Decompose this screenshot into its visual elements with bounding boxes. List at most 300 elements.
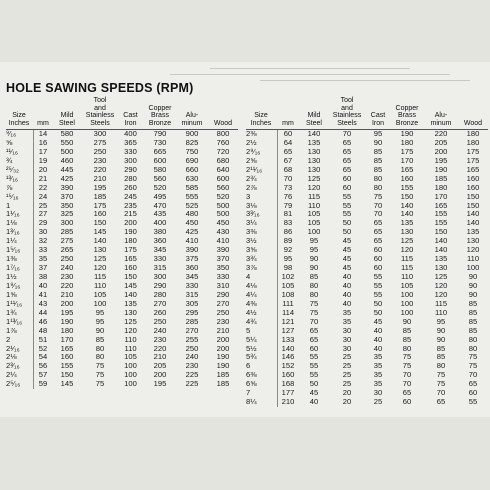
cell-copper-brass-bronze: 90 — [402, 316, 412, 326]
cell-tool-stainless: 40 — [342, 280, 352, 290]
cell-mild-steel: 500 — [60, 146, 74, 156]
cell-tool-stainless: 115 — [93, 272, 107, 281]
cell-tool-stainless: 25 — [342, 352, 352, 362]
header-mild-steel: Mild Steel — [59, 112, 75, 127]
cell-size-inches: 2 — [6, 334, 11, 344]
cell-wood: 75 — [468, 352, 478, 362]
cell-wood: 175 — [466, 155, 480, 165]
header-wood: Wood — [213, 119, 233, 127]
cell-mm: 33 — [38, 245, 48, 255]
cell-size-inches: 5 — [246, 325, 251, 335]
cell-mild-steel: 250 — [60, 254, 74, 264]
cell-aluminum: 825 — [185, 137, 199, 147]
cell-tool-stainless: 45 — [342, 263, 352, 273]
cell-cast-iron: 30 — [373, 388, 383, 398]
cell-mm: 29 — [38, 218, 48, 228]
cell-wood: 85 — [468, 307, 478, 317]
cell-copper-brass-bronze: 190 — [400, 129, 414, 138]
cell-tool-stainless: 175 — [93, 200, 107, 210]
cell-copper-brass-bronze: 330 — [153, 254, 167, 264]
cell-tool-stainless: 80 — [95, 343, 105, 353]
cell-tool-stainless: 210 — [93, 173, 107, 183]
cell-wood: 85 — [468, 325, 478, 335]
cell-tool-stainless: 55 — [342, 191, 352, 201]
cell-wood: 370 — [216, 254, 230, 264]
cell-tool-stainless: 195 — [93, 182, 107, 192]
cell-aluminum: 75 — [436, 379, 446, 389]
cell-cast-iron: 105 — [124, 352, 137, 362]
cell-wood: 140 — [466, 218, 480, 228]
cell-mild-steel: 65 — [309, 334, 319, 344]
cell-cast-iron: 90 — [373, 137, 383, 147]
cell-tool-stainless: 90 — [95, 325, 105, 335]
cell-copper-brass-bronze: 165 — [400, 164, 414, 174]
cell-mm: 65 — [283, 146, 293, 156]
cell-wood: 90 — [468, 280, 478, 290]
cell-copper-brass-bronze: 230 — [153, 334, 167, 344]
cell-tool-stainless: 40 — [342, 289, 352, 299]
cell-mild-steel: 155 — [60, 361, 74, 371]
column-divider — [277, 130, 278, 407]
cell-aluminum: 125 — [434, 272, 448, 281]
cell-aluminum: 315 — [185, 289, 199, 299]
cell-size-inches: 3¾ — [246, 254, 257, 264]
cell-tool-stainless: 20 — [342, 397, 352, 407]
cell-copper-brass-bronze: 665 — [153, 146, 167, 156]
table-row — [246, 166, 488, 175]
cell-mild-steel: 80 — [309, 280, 319, 290]
cell-cast-iron: 280 — [124, 173, 137, 183]
cell-cast-iron: 200 — [124, 218, 137, 228]
cell-copper-brass-bronze: 170 — [400, 155, 414, 165]
cell-mm: 48 — [38, 325, 48, 335]
cell-tool-stainless: 120 — [93, 263, 107, 273]
table-row — [246, 246, 488, 255]
header-mm: mm — [37, 119, 49, 127]
speed-table-left — [6, 94, 238, 389]
cell-cast-iron: 365 — [124, 137, 137, 147]
cell-mm: 152 — [281, 361, 295, 371]
cell-mild-steel: 75 — [309, 307, 319, 317]
cell-aluminum: 205 — [434, 137, 448, 147]
cell-mm: 70 — [283, 173, 293, 183]
cell-cast-iron: 330 — [124, 146, 137, 156]
cell-mm: 59 — [38, 379, 48, 389]
cell-wood: 500 — [216, 209, 230, 219]
cell-mild-steel: 95 — [309, 245, 319, 255]
cell-mild-steel: 105 — [307, 218, 321, 228]
cell-tool-stainless: 85 — [95, 334, 105, 344]
cell-cast-iron: 40 — [373, 325, 383, 335]
cell-mm: 102 — [281, 272, 295, 281]
table-row — [246, 184, 488, 193]
table-body-right — [246, 130, 488, 407]
cell-tool-stainless: 105 — [93, 289, 107, 299]
table-row — [246, 175, 488, 184]
cell-tool-stainless: 25 — [342, 379, 352, 389]
cell-wood: 160 — [466, 182, 480, 192]
cell-mm: 177 — [281, 388, 295, 398]
cell-cast-iron: 260 — [124, 182, 137, 192]
cell-aluminum: 690 — [185, 155, 199, 165]
cell-mild-steel: 240 — [60, 263, 74, 273]
cell-tool-stainless: 75 — [95, 379, 105, 389]
cell-wood: 80 — [468, 334, 478, 344]
cell-size-inches: 4¾ — [246, 316, 257, 326]
cell-wood: 430 — [216, 227, 230, 237]
cell-copper-brass-bronze: 205 — [153, 361, 167, 371]
cell-mild-steel: 285 — [60, 227, 74, 237]
cell-size-inches: 8¼ — [246, 397, 257, 407]
cell-wood: 85 — [468, 316, 478, 326]
cell-aluminum: 375 — [185, 254, 199, 264]
cell-cast-iron: 245 — [124, 191, 137, 201]
cell-mild-steel: 130 — [307, 146, 321, 156]
cell-tool-stainless: 65 — [342, 137, 352, 147]
cell-copper-brass-bronze: 380 — [153, 227, 167, 237]
cell-wood: 120 — [466, 245, 480, 255]
cell-cast-iron: 50 — [373, 307, 383, 317]
cell-wood: 600 — [216, 173, 230, 183]
cell-cast-iron: 60 — [373, 263, 383, 273]
cell-wood: 140 — [466, 209, 480, 219]
cell-copper-brass-bronze: 730 — [153, 137, 167, 147]
cell-mm: 98 — [283, 263, 293, 273]
cell-wood: 310 — [216, 280, 230, 290]
cell-cast-iron: 70 — [373, 209, 383, 219]
cell-size-inches: 6 — [246, 361, 251, 371]
cell-size-inches: 2⅞ — [246, 182, 257, 192]
cell-mm: 76 — [283, 191, 293, 201]
cell-cast-iron: 60 — [373, 254, 383, 264]
cell-mild-steel: 220 — [60, 280, 74, 290]
cell-mm: 51 — [38, 334, 48, 344]
cell-size-inches: 4¼ — [246, 289, 257, 299]
cell-mild-steel: 460 — [60, 155, 74, 165]
cell-size-inches: ²⁵⁄₃₂ — [6, 164, 19, 174]
cell-size-inches: 1⅜ — [6, 254, 17, 264]
cell-mild-steel: 130 — [307, 155, 321, 165]
cell-mm: 22 — [38, 182, 48, 192]
cell-aluminum: 140 — [434, 245, 448, 255]
cell-wood: 720 — [216, 146, 230, 156]
cell-mild-steel: 80 — [309, 289, 319, 299]
cell-cast-iron: 300 — [124, 155, 137, 165]
cell-mild-steel: 115 — [307, 191, 321, 201]
cell-tool-stainless: 160 — [93, 209, 107, 219]
cell-copper-brass-bronze: 160 — [400, 173, 414, 183]
cell-aluminum: 480 — [185, 209, 199, 219]
cell-aluminum: 115 — [434, 298, 448, 308]
cell-cast-iron: 400 — [124, 129, 137, 138]
cell-copper-brass-bronze: 360 — [153, 236, 167, 246]
cell-mm: 37 — [38, 263, 48, 273]
cell-size-inches: ¹³⁄₁₆ — [6, 173, 18, 183]
cell-cast-iron: 125 — [124, 316, 137, 326]
cell-mm: 89 — [283, 236, 293, 246]
header-aluminum: Alu- minum — [430, 112, 452, 127]
header-size-inches: Size Inches — [250, 112, 272, 127]
cell-copper-brass-bronze: 560 — [153, 173, 167, 183]
cell-aluminum: 230 — [185, 361, 199, 371]
cell-mm: 67 — [283, 155, 293, 165]
header-cast-iron: Cast Iron — [123, 112, 138, 127]
cell-copper-brass-bronze: 70 — [402, 379, 412, 389]
cell-wood: 185 — [216, 370, 230, 380]
cell-mild-steel: 45 — [309, 388, 319, 398]
cell-size-inches: 1⁷⁄₁₆ — [6, 263, 20, 273]
cell-aluminum: 555 — [185, 191, 199, 201]
cell-size-inches: 1 — [6, 200, 11, 210]
cell-aluminum: 255 — [185, 334, 199, 344]
cell-mild-steel: 85 — [309, 272, 319, 281]
cell-wood: 165 — [466, 164, 480, 174]
cell-mild-steel: 130 — [307, 164, 321, 174]
cell-mm: 81 — [283, 209, 293, 219]
cell-mm: 17 — [38, 146, 48, 156]
cell-tool-stainless: 45 — [342, 245, 352, 255]
table-row — [246, 237, 488, 246]
cell-mild-steel: 50 — [309, 379, 319, 389]
cell-cast-iron: 40 — [373, 343, 383, 353]
cell-mild-steel: 95 — [309, 236, 319, 246]
cell-copper-brass-bronze: 315 — [153, 263, 167, 273]
cell-size-inches: 1¹³⁄₁₆ — [6, 316, 23, 326]
cell-mild-steel: 125 — [307, 173, 321, 183]
cell-size-inches: 7 — [246, 388, 251, 398]
cell-wood: 55 — [468, 397, 478, 407]
cell-wood: 160 — [466, 173, 480, 183]
cell-mm: 56 — [38, 361, 48, 371]
cell-wood: 450 — [216, 218, 230, 228]
cell-wood: 270 — [216, 298, 230, 308]
cell-copper-brass-bronze: 495 — [153, 191, 167, 201]
cell-wood: 640 — [216, 164, 230, 174]
cell-aluminum: 140 — [434, 236, 448, 246]
cell-copper-brass-bronze: 220 — [153, 343, 167, 353]
cell-mild-steel: 140 — [307, 129, 321, 138]
cell-cast-iron: 80 — [373, 182, 383, 192]
cell-size-inches: 5¼ — [246, 334, 257, 344]
cell-cast-iron: 35 — [373, 379, 383, 389]
cell-size-inches: ⁹⁄₁₆ — [6, 129, 17, 138]
cell-copper-brass-bronze: 790 — [153, 129, 167, 138]
cell-aluminum: 200 — [434, 146, 448, 156]
cell-size-inches: 3⅞ — [246, 263, 257, 273]
cell-aluminum: 390 — [185, 245, 199, 255]
cell-aluminum: 900 — [185, 129, 199, 138]
cell-size-inches: ⅝ — [6, 137, 13, 147]
column-divider — [33, 130, 34, 389]
cell-mm: 210 — [281, 397, 295, 407]
cell-aluminum: 410 — [185, 236, 199, 246]
header-copper-brass-bronze: Copper Brass Bronze — [395, 104, 419, 127]
cell-tool-stainless: 275 — [93, 137, 107, 147]
cell-cast-iron: 110 — [124, 343, 137, 353]
cell-mm: 73 — [283, 182, 293, 192]
cell-mild-steel: 135 — [307, 137, 321, 147]
cell-mm: 41 — [38, 289, 48, 299]
cell-aluminum: 220 — [434, 129, 448, 138]
cell-cast-iron: 35 — [373, 361, 383, 371]
cell-copper-brass-bronze: 100 — [400, 307, 414, 317]
cell-tool-stainless: 250 — [93, 146, 107, 156]
cell-cast-iron: 65 — [373, 218, 383, 228]
cell-tool-stainless: 35 — [342, 316, 352, 326]
cell-cast-iron: 55 — [373, 272, 383, 281]
cell-mild-steel: 170 — [60, 334, 74, 344]
cell-mm: 16 — [38, 137, 48, 147]
cell-aluminum: 270 — [185, 325, 199, 335]
cell-mm: 105 — [281, 280, 295, 290]
cell-copper-brass-bronze: 115 — [400, 254, 414, 264]
cell-aluminum: 425 — [185, 227, 199, 237]
cell-mild-steel: 350 — [60, 200, 74, 210]
cell-wood: 150 — [466, 200, 480, 210]
cell-tool-stainless: 220 — [93, 164, 107, 174]
cell-copper-brass-bronze: 195 — [153, 379, 167, 389]
cell-mm: 38 — [38, 272, 48, 281]
cell-mild-steel: 145 — [60, 379, 74, 389]
cell-tool-stainless: 55 — [342, 200, 352, 210]
cell-size-inches: 2¹⁄₁₆ — [6, 343, 20, 353]
cell-cast-iron: 135 — [124, 298, 137, 308]
table-row — [246, 210, 488, 219]
cell-cast-iron: 50 — [373, 298, 383, 308]
cell-copper-brass-bronze: 250 — [153, 316, 167, 326]
cell-copper-brass-bronze: 140 — [400, 200, 414, 210]
cell-wood: 75 — [468, 361, 478, 371]
cell-tool-stainless: 300 — [93, 129, 107, 138]
cell-wood: 180 — [466, 137, 480, 147]
cell-mm: 95 — [283, 254, 293, 264]
cell-copper-brass-bronze: 400 — [153, 218, 167, 228]
cell-copper-brass-bronze: 130 — [400, 227, 414, 237]
cell-tool-stainless: 30 — [342, 334, 352, 344]
cell-mm: 30 — [38, 227, 48, 237]
cell-aluminum: 225 — [185, 370, 199, 380]
cell-tool-stainless: 25 — [342, 370, 352, 380]
cell-mild-steel: 55 — [309, 361, 319, 371]
cell-mild-steel: 100 — [307, 227, 321, 237]
cell-cast-iron: 95 — [373, 129, 383, 138]
cell-wood: 80 — [468, 343, 478, 353]
cell-mild-steel: 90 — [309, 254, 319, 264]
cell-mm: 92 — [283, 245, 293, 255]
cell-copper-brass-bronze: 85 — [402, 325, 412, 335]
cell-mild-steel: 65 — [309, 325, 319, 335]
cell-mild-steel: 390 — [60, 182, 74, 192]
cell-tool-stainless: 110 — [93, 280, 107, 290]
cell-aluminum: 95 — [436, 316, 446, 326]
cell-size-inches: 3 — [246, 191, 251, 201]
cell-size-inches: 1⅝ — [6, 289, 17, 299]
cell-cast-iron: 100 — [124, 361, 137, 371]
cell-mm: 21 — [38, 173, 48, 183]
table-header-right — [246, 94, 488, 130]
cell-wood: 760 — [216, 137, 230, 147]
cell-copper-brass-bronze: 600 — [153, 155, 167, 165]
cell-mm: 32 — [38, 236, 48, 246]
cell-size-inches: 1³⁄₁₆ — [6, 227, 20, 237]
cell-cast-iron: 100 — [124, 379, 137, 389]
cell-cast-iron: 35 — [373, 370, 383, 380]
cell-wood: 250 — [216, 307, 230, 317]
cell-mm: 44 — [38, 307, 48, 317]
cell-size-inches: ¾ — [6, 155, 13, 165]
cell-size-inches: 4½ — [246, 307, 257, 317]
cell-copper-brass-bronze: 110 — [400, 272, 414, 281]
cell-copper-brass-bronze: 280 — [153, 289, 167, 299]
cell-wood: 100 — [466, 263, 480, 273]
cell-mild-steel: 195 — [60, 307, 74, 317]
cell-tool-stainless: 60 — [342, 173, 352, 183]
page-title: HOLE SAWING SPEEDS (RPM) — [6, 81, 194, 95]
cell-wood: 60 — [468, 388, 478, 398]
cell-mild-steel: 230 — [60, 272, 74, 281]
cell-wood: 175 — [466, 146, 480, 156]
cell-aluminum: 130 — [434, 263, 448, 273]
cell-aluminum: 85 — [436, 343, 446, 353]
cell-size-inches: 2⅛ — [6, 352, 17, 362]
cell-tool-stainless: 45 — [342, 236, 352, 246]
cell-mm: 14 — [38, 129, 48, 138]
cell-aluminum: 630 — [185, 173, 199, 183]
cell-aluminum: 190 — [434, 164, 448, 174]
cell-size-inches: 2⅜ — [246, 129, 257, 138]
cell-mm: 64 — [283, 137, 293, 147]
cell-aluminum: 285 — [185, 316, 199, 326]
cell-cast-iron: 65 — [373, 227, 383, 237]
cell-size-inches: ⅞ — [6, 182, 13, 192]
cell-mild-steel: 55 — [309, 352, 319, 362]
cell-size-inches: 4⅛ — [246, 280, 257, 290]
header-wood: Wood — [463, 119, 483, 127]
cell-aluminum: 660 — [185, 164, 199, 174]
header-size-inches: Size Inches — [8, 112, 30, 127]
cell-mild-steel: 200 — [60, 298, 74, 308]
cell-tool-stainless: 75 — [95, 361, 105, 371]
cell-copper-brass-bronze: 75 — [402, 361, 412, 371]
cell-size-inches: 2³⁄₁₆ — [6, 361, 20, 371]
cell-aluminum: 330 — [185, 280, 199, 290]
cell-size-inches: 2¼ — [6, 370, 17, 380]
cell-mm: 57 — [38, 370, 48, 380]
cell-copper-brass-bronze: 60 — [402, 397, 412, 407]
cell-tool-stainless: 30 — [342, 325, 352, 335]
cell-aluminum: 185 — [434, 173, 448, 183]
cell-wood: 390 — [216, 245, 230, 255]
cell-tool-stainless: 125 — [93, 254, 107, 264]
table-header-left — [6, 94, 238, 130]
header-cast-iron: Cast Iron — [370, 112, 386, 127]
cell-mild-steel: 580 — [60, 129, 74, 138]
cell-tool-stainless: 45 — [342, 254, 352, 264]
cell-copper-brass-bronze: 345 — [153, 245, 167, 255]
cell-tool-stainless: 95 — [95, 307, 105, 317]
cell-mild-steel: 265 — [60, 245, 74, 255]
cell-copper-brass-bronze: 175 — [400, 146, 414, 156]
cell-tool-stainless: 40 — [342, 298, 352, 308]
cell-wood: 65 — [468, 379, 478, 389]
cell-size-inches: 6⅜ — [246, 370, 257, 380]
header-tool-stainless: Tool and Stainless Steels — [85, 97, 115, 127]
cell-copper-brass-bronze: 80 — [402, 343, 412, 353]
cell-copper-brass-bronze: 70 — [402, 370, 412, 380]
cell-wood: 230 — [216, 316, 230, 326]
cell-tool-stainless: 50 — [342, 227, 352, 237]
cell-mild-steel: 90 — [309, 263, 319, 273]
